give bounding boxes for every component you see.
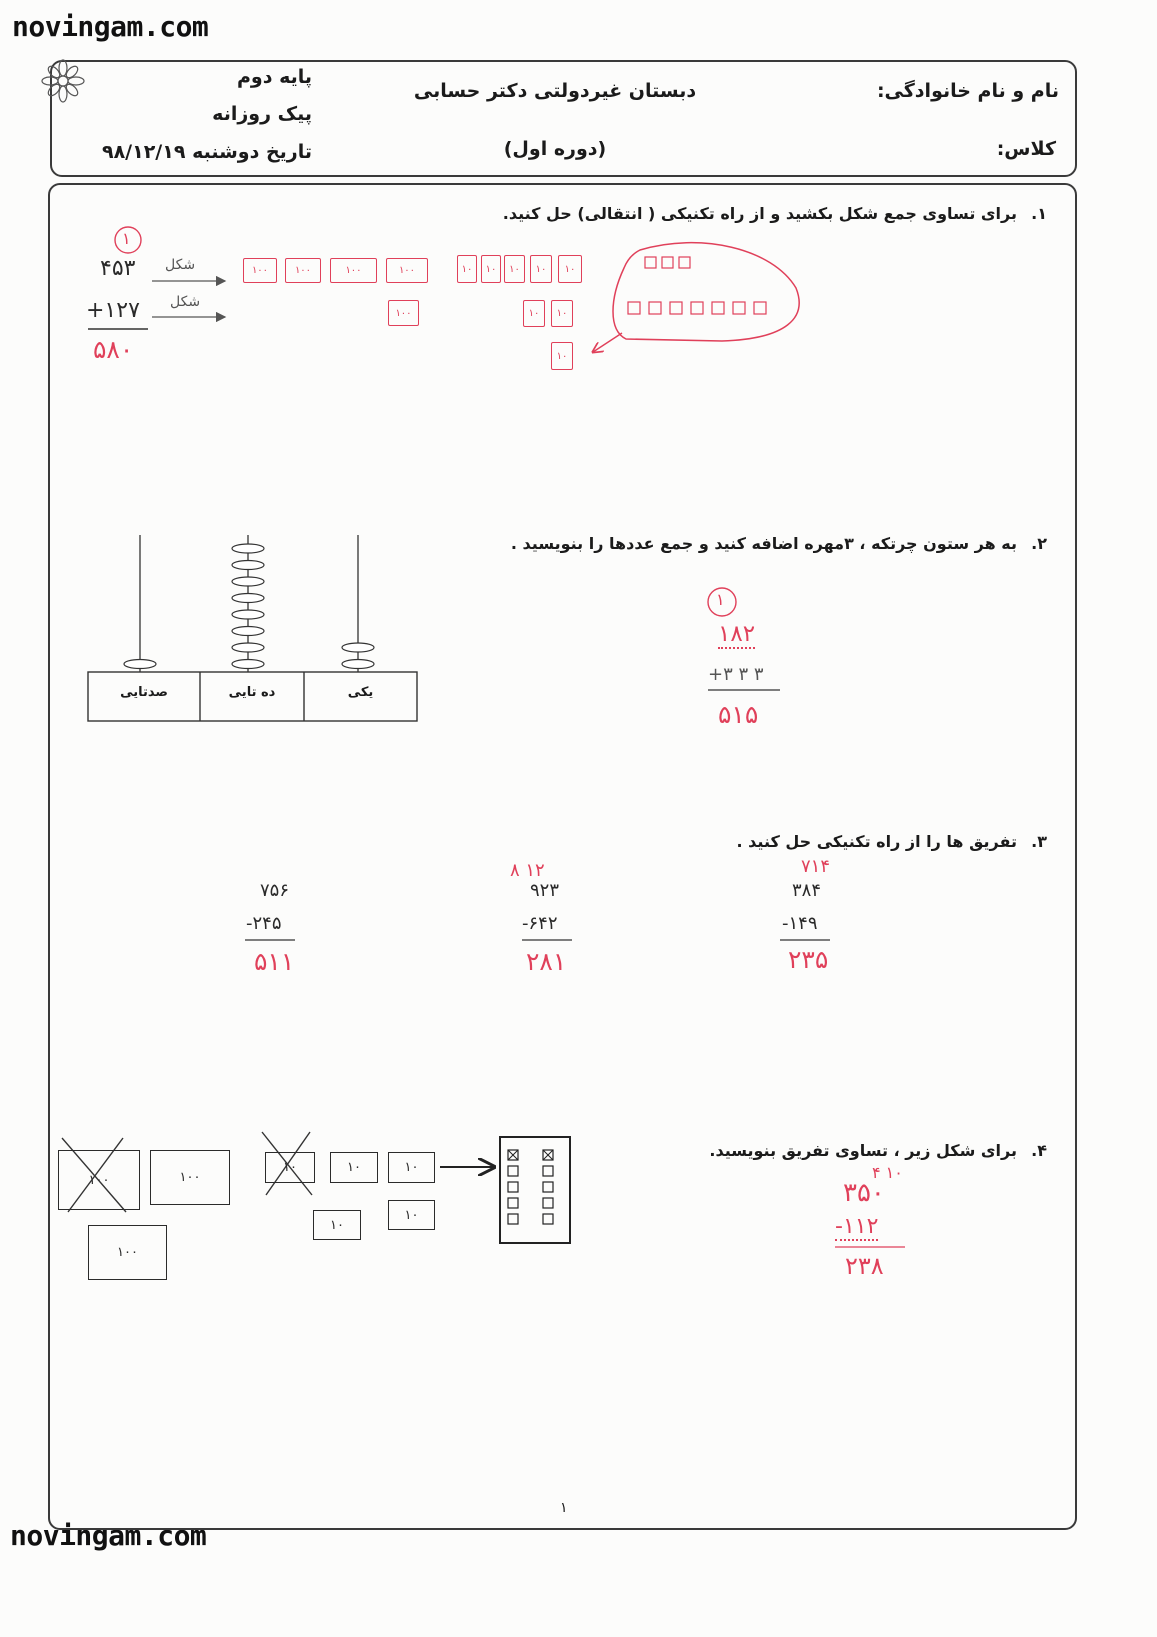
hundred-block: ۱۰۰ bbox=[88, 1225, 167, 1280]
name-label: نام و نام خانوادگی: bbox=[876, 80, 1059, 102]
ten-block: ۱۰ bbox=[388, 1152, 435, 1183]
school-name: دبستان غیردولتی دکتر حسابی bbox=[413, 80, 697, 102]
q3-answer: ۵۱۱ bbox=[254, 947, 295, 976]
abacus-beads bbox=[124, 544, 374, 669]
one-unit-square bbox=[649, 302, 661, 314]
one-unit-square bbox=[508, 1166, 518, 1176]
q3-subtrahend: -۱۴۹ bbox=[782, 913, 818, 934]
one-unit-square bbox=[712, 302, 724, 314]
q1-ones-row-b bbox=[628, 302, 766, 314]
abacus-bead bbox=[232, 594, 264, 603]
q2-mark: ۱ bbox=[716, 590, 725, 609]
q3-borrow: ۷۱۴ bbox=[801, 856, 831, 877]
q2-addend-b: +۳ ۳ ۳ bbox=[708, 664, 764, 685]
q1-arrow-label: شکل bbox=[165, 257, 196, 273]
watermark-top: novingam.com bbox=[12, 10, 209, 43]
q1-arrow-label: شکل bbox=[170, 294, 201, 310]
q4-subtrahend: -۱۱۲ bbox=[835, 1214, 879, 1239]
ten-block: ۱۰ bbox=[481, 255, 501, 283]
one-unit-square bbox=[508, 1214, 518, 1224]
abacus-label-ones: یکی bbox=[347, 685, 374, 700]
grade-label: پایه دوم bbox=[236, 66, 312, 88]
ten-block: ۱۰ bbox=[330, 1152, 378, 1183]
one-unit-square bbox=[543, 1166, 553, 1176]
page-number: ۱ bbox=[560, 1500, 568, 1516]
abacus-bead bbox=[124, 660, 156, 669]
q3-subtrahend: -۲۴۵ bbox=[246, 913, 282, 934]
ten-block-crossed: ۱۰ bbox=[265, 1152, 315, 1183]
q4-ones-grid bbox=[508, 1150, 553, 1224]
hundred-block: ۱۰۰ bbox=[285, 258, 321, 283]
abacus-bead bbox=[232, 660, 264, 669]
hundred-block: ۱۰۰ bbox=[386, 258, 428, 283]
q1-ones-blob bbox=[613, 243, 799, 341]
ten-block: ۱۰ bbox=[313, 1210, 361, 1240]
abacus-bead bbox=[232, 610, 264, 619]
date-label: تاریخ دوشنبه ۹۸/۱۲/۱۹ bbox=[101, 141, 312, 163]
q1-answer: ۵۸۰ bbox=[93, 335, 134, 364]
q3-answer: ۲۳۵ bbox=[788, 945, 829, 974]
ten-block: ۱۰ bbox=[523, 300, 545, 327]
q1-addend-b: +۱۲۷ bbox=[86, 298, 140, 323]
abacus-bead bbox=[342, 660, 374, 669]
ten-block: ۱۰ bbox=[551, 300, 573, 327]
q4-answer: ۲۳۸ bbox=[845, 1252, 884, 1280]
question-number: ۱. bbox=[1031, 204, 1047, 223]
one-unit-square bbox=[543, 1198, 553, 1208]
q3-subtrahend: -۶۴۲ bbox=[522, 913, 558, 934]
worksheet-title: پیک روزانه bbox=[212, 103, 312, 125]
q3-minuend: ۹۲۳ bbox=[530, 880, 560, 901]
q1-addend-a: ۴۵۳ bbox=[100, 256, 136, 281]
q4-minuend: ۳۵۰ bbox=[843, 1178, 885, 1208]
class-label: کلاس: bbox=[996, 138, 1056, 160]
abacus-bead bbox=[232, 544, 264, 553]
question-text: تفریق ها را از راه تکنیکی حل کنید . bbox=[736, 832, 1017, 851]
one-unit-square bbox=[662, 257, 673, 268]
abacus-label-hundreds: صدتایی bbox=[120, 685, 168, 700]
q3-borrow: ۸ ۱۲ bbox=[510, 860, 545, 881]
question-text: به هر ستون چرتکه ، ۳مهره اضافه کنید و جمع عددها را بنویسید . bbox=[510, 534, 1017, 553]
hundred-block-crossed: ۱۰۰ bbox=[58, 1150, 140, 1210]
question-number: ۴. bbox=[1031, 1141, 1047, 1160]
abacus-bead bbox=[232, 627, 264, 636]
ten-block: ۱۰ bbox=[558, 255, 582, 283]
question-text: برای تساوی جمع شکل بکشید و از راه تکنیکی ( انتقالی) حل کنید. bbox=[502, 204, 1017, 223]
q3-minuend: ۳۸۴ bbox=[792, 880, 822, 901]
ten-block: ۱۰ bbox=[530, 255, 552, 283]
one-unit-square bbox=[628, 302, 640, 314]
abacus-bead bbox=[232, 577, 264, 586]
q1-ones-row-a bbox=[645, 257, 690, 268]
one-unit-square bbox=[508, 1182, 518, 1192]
one-unit-square bbox=[645, 257, 656, 268]
one-unit-square bbox=[691, 302, 703, 314]
period-label: (دوره اول) bbox=[503, 138, 607, 160]
abacus-bead bbox=[342, 643, 374, 652]
q2-addend-a: ۱۸۲ bbox=[718, 621, 756, 647]
abacus-bead bbox=[232, 643, 264, 652]
one-unit-square bbox=[754, 302, 766, 314]
one-unit-square bbox=[508, 1198, 518, 1208]
ten-block: ۱۰ bbox=[504, 255, 525, 283]
abacus-bead bbox=[232, 561, 264, 570]
hundred-block: ۱۰۰ bbox=[150, 1150, 230, 1205]
question-number: ۳. bbox=[1031, 832, 1047, 851]
hundred-block: ۱۰۰ bbox=[243, 258, 277, 283]
one-unit-square bbox=[670, 302, 682, 314]
one-unit-square bbox=[543, 1182, 553, 1192]
ten-block: ۱۰ bbox=[457, 255, 477, 283]
q4-borrow: ۴ ۱۰ bbox=[872, 1163, 903, 1182]
q1-regroup-arrow bbox=[593, 333, 622, 352]
question-text: برای شکل زیر ، تساوی تفریق بنویسید. bbox=[709, 1141, 1017, 1160]
hundred-block: ۱۰۰ bbox=[330, 258, 377, 283]
q1-mark: ۱ bbox=[122, 229, 131, 248]
q2-answer: ۵۱۵ bbox=[718, 700, 759, 729]
q3-answer: ۲۸۱ bbox=[526, 947, 567, 976]
regrouped-ten-block: ۱۰ bbox=[551, 342, 573, 370]
ten-block: ۱۰ bbox=[388, 1200, 435, 1230]
one-unit-square bbox=[543, 1214, 553, 1224]
question-number: ۲. bbox=[1031, 534, 1047, 553]
one-unit-square bbox=[733, 302, 745, 314]
hundred-block: ۱۰۰ bbox=[388, 300, 419, 326]
watermark-bottom: novingam.com bbox=[10, 1519, 207, 1552]
q3-minuend: ۷۵۶ bbox=[260, 880, 290, 901]
abacus-label-tens: ده تایی bbox=[228, 685, 276, 700]
one-unit-square bbox=[679, 257, 690, 268]
